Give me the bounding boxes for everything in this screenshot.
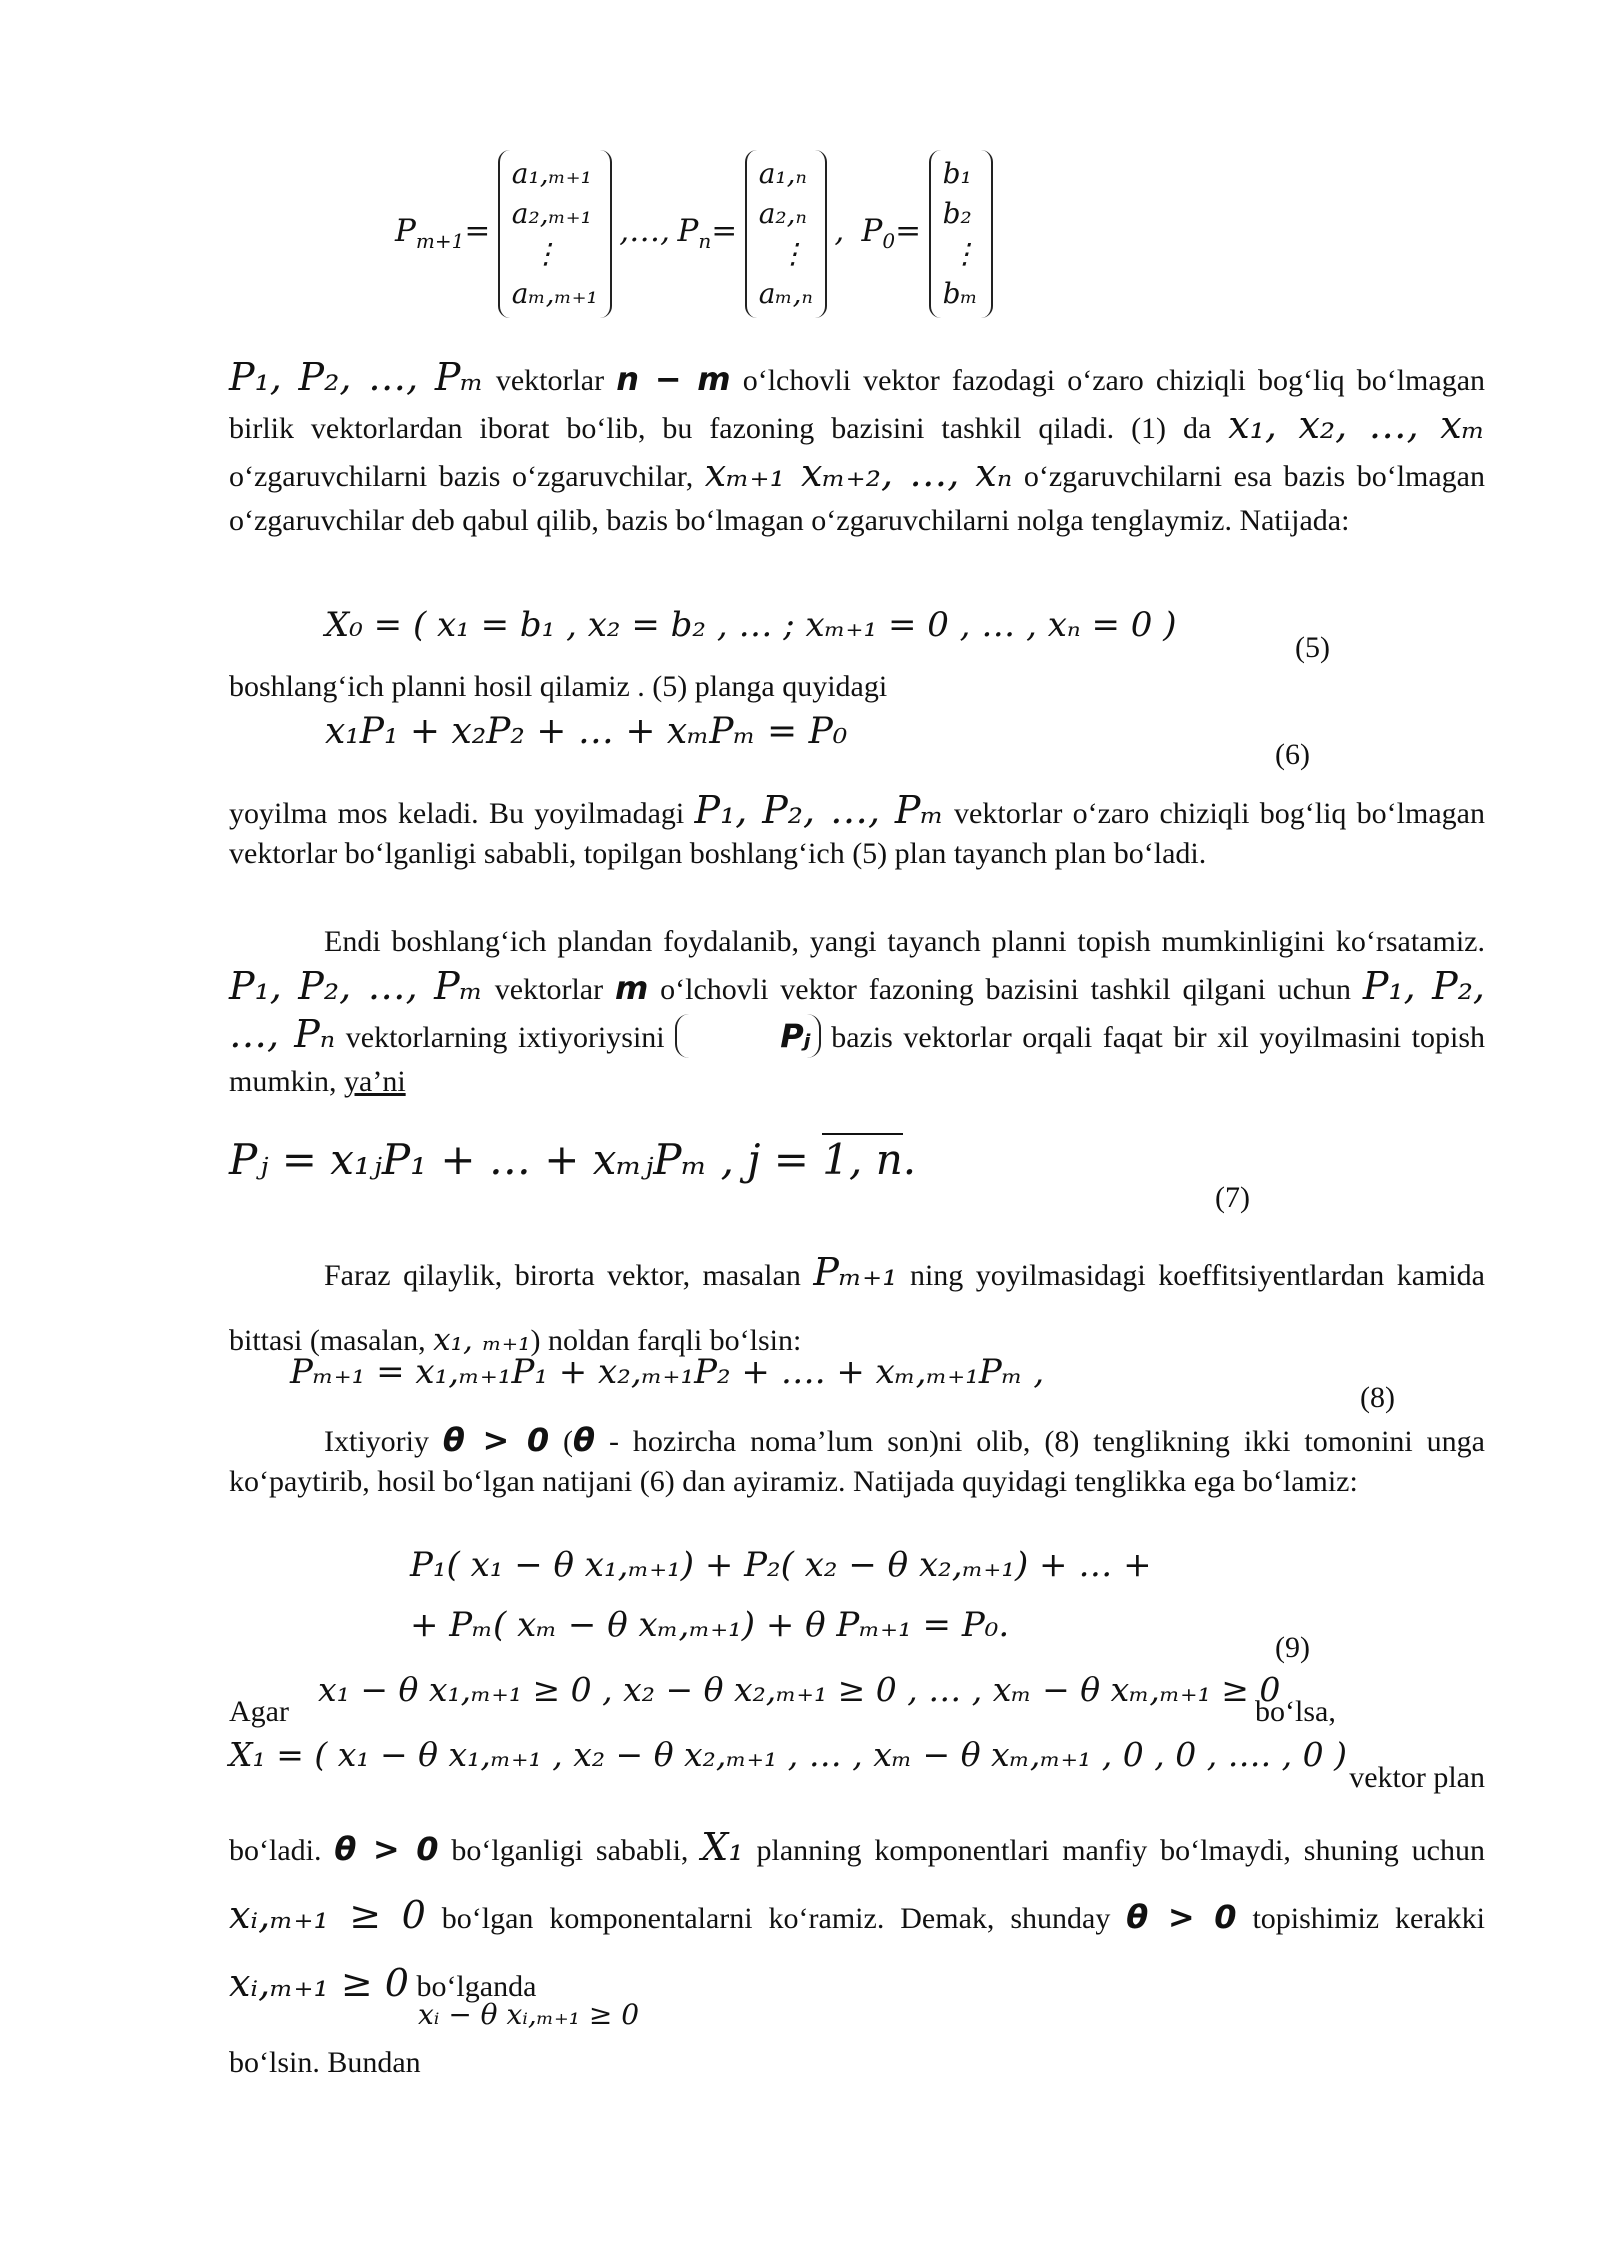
vector-plan-text: vektor plan [1349, 1761, 1485, 1794]
paragraph-arbitrary-theta: Ixtiyoriy θ > 0 (θ - hozircha noma’lum son)ni olib, (8) tenglikning ikki tomonini unga ko‘paytirib, hosil bo‘lgan natijani (6) dan ayiramiz. Natijada quyidagi tenglikka ega bo‘lamiz: [229, 1421, 1485, 1498]
condition-bolsa: bo‘lsa, [1255, 1695, 1336, 1728]
equation-number-5: (5) [1295, 631, 1330, 664]
equation-number-6: (6) [1275, 738, 1310, 771]
equation-8: Pₘ₊₁ = x₁,ₘ₊₁P₁ + x₂,ₘ₊₁P₂ + …. + xₘ,ₘ₊₁Pₘ , [290, 1352, 1045, 1392]
equation-10: xᵢ − θ xᵢ,ₘ₊₁ ≥ 0 [418, 1998, 640, 2031]
condition-agar: Agar [229, 1695, 289, 1728]
equation-6: x₁P₁ + x₂P₂ + … + xₘPₘ = P₀ [325, 711, 848, 752]
equation-7: Pⱼ = x₁ⱼP₁ + … + xₘⱼPₘ , j = 1, n. [229, 1135, 917, 1184]
matrix-definitions: $P_{m+1}=$ a₁,ₘ₊₁ a₂,ₘ₊₁ ⋮ aₘ,ₘ₊₁ ,…, $P_n=$ a₁,ₙ a₂,ₙ ⋮ aₘ,ₙ , $P_0=$ b₁ b₂ ⋮ bₘ [395, 150, 993, 318]
equation-5: X₀ = ( x₁ = b₁ , x₂ = b₂ , … ; xₘ₊₁ = 0 , … , xₙ = 0 ) [325, 605, 1177, 645]
matrix-column-3: b₁ b₂ ⋮ bₘ [929, 150, 993, 318]
paragraph-theta-positive: bo‘ladi. θ > 0 bo‘lganligi sababli, X₁ planning komponentlari manfiy bo‘lmaydi, shuning uchun xᵢ,ₘ₊₁ ≥ 0 bo‘lgan komponentalarni ko‘ramiz. Demak, shunday θ > 0 topishimiz kerakki xᵢ,ₘ₊₁ ≥ 0 bo‘lganda [229, 1825, 1485, 2005]
matrix-lhs-2: $P_n=$ [677, 212, 738, 254]
equation-number-9: (9) [1275, 1631, 1310, 1664]
equation-9-line-2: + Pₘ( xₘ − θ xₘ,ₘ₊₁) + θ Pₘ₊₁ = P₀. [410, 1605, 1010, 1645]
paragraph-basis-vectors: P₁, P₂, …, Pₘ vektorlar n − m o‘lchovli vektor fazodagi o‘zaro chiziqli bog‘liq bo‘lmagan birlik vektorlardan iborat bo‘lib, bu fazoning bazisini tashkil qiladi. (1) da x₁, x₂, …, xₘ o‘zgaruvchilarni bazis o‘zgaruvchilar, xₘ₊₁ xₘ₊₂, …, xₙ o‘zgaruvchilarni esa bazis bo‘lmagan o‘zgaruvchilar deb qabul qilib, bazis bo‘lmagan o‘zgaruvchilarni nolga tenglaymiz. Natijada: [229, 355, 1486, 537]
matrix-lhs-3: $P_0=$ [861, 212, 922, 254]
matrix-column-2: a₁,ₙ a₂,ₙ ⋮ aₘ,ₙ [745, 150, 827, 318]
matrix-column-1: a₁,ₘ₊₁ a₂,ₘ₊₁ ⋮ aₘ,ₘ₊₁ [498, 150, 612, 318]
matrix-dots: ,…, [619, 212, 670, 249]
paragraph-initial-plan: boshlang‘ich planni hosil qilamiz . (5) planga quyidagi [229, 670, 888, 703]
equation-9-line-1: P₁( x₁ − θ x₁,ₘ₊₁) + P₂( x₂ − θ x₂,ₘ₊₁) + … + [410, 1545, 1152, 1585]
paragraph-suppose: Faraz qilaylik, birorta vektor, masalan Pₘ₊₁ ning yoyilmasidagi koeffitsiyentlardan kamida bittasi (masalan, x₁, ₘ₊₁) noldan farqli bo‘lsin: [229, 1250, 1486, 1358]
paragraph-expansion: yoyilma mos keladi. Bu yoyilmadagi P₁, P₂, …, Pₘ vektorlar o‘zaro chiziqli bog‘liq bo‘lmagan vektorlar bo‘lganligi sababli, topilgan boshlang‘ich (5) plan tayanch plan bo‘ladi. [229, 788, 1485, 870]
paragraph-bundan: bo‘lsin. Bundan [229, 2046, 421, 2079]
equation-number-8: (8) [1360, 1381, 1395, 1414]
vector-x1: X₁ = ( x₁ − θ x₁,ₘ₊₁ , x₂ − θ x₂,ₘ₊₁ , … , xₘ − θ xₘ,ₘ₊₁ , 0 , 0 , …. , 0 ) [229, 1735, 1347, 1774]
equation-number-7: (7) [1215, 1181, 1250, 1214]
paragraph-new-plan: Endi boshlang‘ich plandan foydalanib, yangi tayanch planni topish mumkinligini ko‘rsatamiz. P₁, P₂, …, Pₘ vektorlar m o‘lchovli vektor fazoning bazisini tashkil qilgani uchun P₁, P₂, …, Pₙ vektorlarning ixtiyoriysini Pⱼ bazis vektorlar orqali faqat bir xil yoyilmasini topish mumkin, ya’ni [229, 925, 1486, 1098]
condition-inequalities: x₁ − θ x₁,ₘ₊₁ ≥ 0 , x₂ − θ x₂,ₘ₊₁ ≥ 0 , … , xₘ − θ xₘ,ₘ₊₁ ≥ 0 [318, 1670, 1281, 1709]
matrix-lhs-1: $P_{m+1}=$ [395, 212, 491, 254]
